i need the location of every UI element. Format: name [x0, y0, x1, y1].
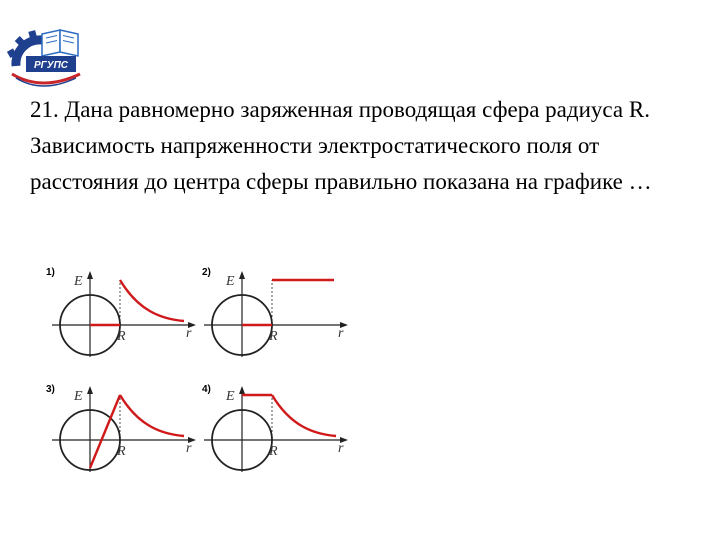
- option-3-e-label: E: [74, 389, 83, 404]
- option-4-curve-outside: [272, 395, 336, 436]
- open-book-icon: [42, 30, 78, 56]
- option-4-r-label: r: [338, 441, 344, 456]
- option-2-radius-label: R: [269, 329, 278, 344]
- option-3-radius-label: R: [117, 444, 126, 459]
- option-1-curve-outside: [120, 280, 184, 321]
- option-3-curve-outside: [120, 395, 184, 436]
- option-2-r-label: r: [338, 326, 344, 341]
- option-4-e-arrow: [239, 386, 245, 394]
- option-1-number: 1): [46, 267, 55, 278]
- university-logo: [2, 22, 84, 92]
- option-4-radius-label: R: [269, 444, 278, 459]
- option-2-number: 2): [202, 267, 211, 278]
- option-3-number: 3): [46, 384, 55, 395]
- option-2-e-label: E: [226, 274, 235, 289]
- option-4-e-label: E: [226, 389, 235, 404]
- option-1-e-arrow: [87, 271, 93, 279]
- option-2-e-arrow: [239, 271, 245, 279]
- option-3-e-arrow: [87, 386, 93, 394]
- option-3-r-label: r: [186, 441, 192, 456]
- option-1-r-label: r: [186, 326, 192, 341]
- answer-graphs: [0, 255, 720, 525]
- logo-text: РГУПС: [34, 60, 68, 71]
- option-1-e-label: E: [74, 274, 83, 289]
- option-4-number: 4): [202, 384, 211, 395]
- question-text: 21. Дана равномерно заряженная проводящая сфера радиуса R. Зависимость напряженности электростатического поля от расстояния до центра сферы правильно показана на графике …: [30, 97, 652, 194]
- option-1-radius-label: R: [117, 329, 126, 344]
